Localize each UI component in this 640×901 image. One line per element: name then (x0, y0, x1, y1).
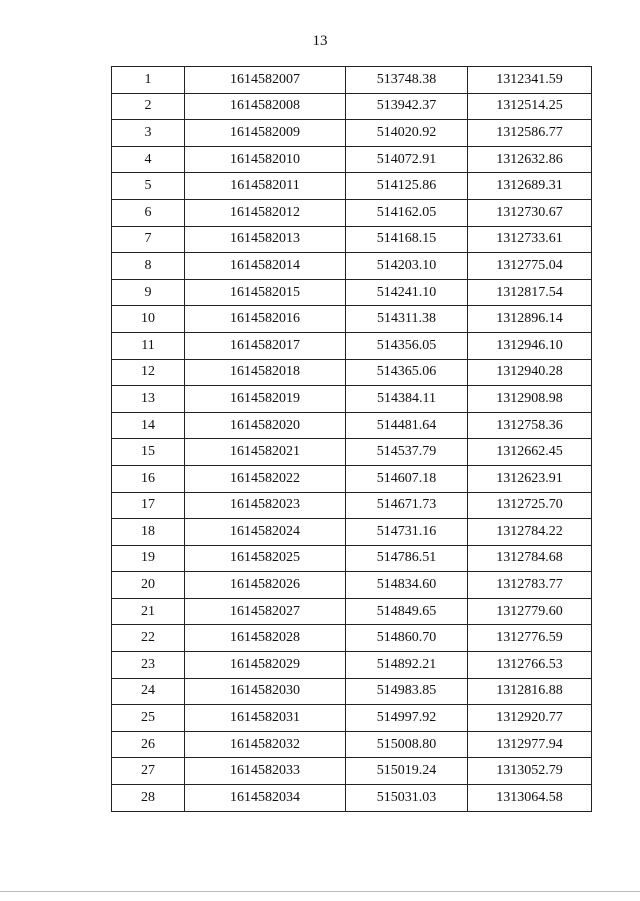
y-coordinate-cell: 1312940.28 (468, 359, 592, 386)
table-row (112, 146, 592, 173)
y-coordinate-cell: 1312758.36 (468, 412, 592, 439)
table-row (112, 253, 592, 280)
y-coordinate-cell: 1312776.59 (468, 625, 592, 652)
row-number-cell: 10 (112, 306, 185, 333)
x-coordinate-cell: 513748.38 (346, 67, 468, 94)
point-id-cell: 1614582007 (185, 67, 346, 94)
y-coordinate-cell: 1312779.60 (468, 598, 592, 625)
row-number-cell: 15 (112, 439, 185, 466)
row-number-cell: 9 (112, 279, 185, 306)
table-row (112, 93, 592, 120)
y-coordinate-cell: 1312733.61 (468, 226, 592, 253)
row-number-cell: 24 (112, 678, 185, 705)
table-row (112, 279, 592, 306)
table-row (112, 226, 592, 253)
table-row (112, 652, 592, 679)
table-row (112, 439, 592, 466)
x-coordinate-cell: 513942.37 (346, 93, 468, 120)
table-row (112, 598, 592, 625)
table-row (112, 731, 592, 758)
x-coordinate-cell: 514983.85 (346, 678, 468, 705)
point-id-cell: 1614582011 (185, 173, 346, 200)
table-row (112, 332, 592, 359)
point-id-cell: 1614582027 (185, 598, 346, 625)
page-number: 13 (312, 33, 328, 49)
point-id-cell: 1614582030 (185, 678, 346, 705)
x-coordinate-cell: 514168.15 (346, 226, 468, 253)
point-id-cell: 1614582019 (185, 386, 346, 413)
table-row (112, 173, 592, 200)
x-coordinate-cell: 514537.79 (346, 439, 468, 466)
y-coordinate-cell: 1312766.53 (468, 652, 592, 679)
y-coordinate-cell: 1313064.58 (468, 785, 592, 812)
x-coordinate-cell: 514849.65 (346, 598, 468, 625)
table-row (112, 465, 592, 492)
x-coordinate-cell: 514892.21 (346, 652, 468, 679)
x-coordinate-cell: 515008.80 (346, 731, 468, 758)
x-coordinate-cell: 514020.92 (346, 120, 468, 147)
table-row (112, 705, 592, 732)
row-number-cell: 14 (112, 412, 185, 439)
y-coordinate-cell: 1312946.10 (468, 332, 592, 359)
point-id-cell: 1614582024 (185, 519, 346, 546)
x-coordinate-cell: 514125.86 (346, 173, 468, 200)
point-id-cell: 1614582009 (185, 120, 346, 147)
table-row (112, 758, 592, 785)
point-id-cell: 1614582031 (185, 705, 346, 732)
row-number-cell: 18 (112, 519, 185, 546)
x-coordinate-cell: 514860.70 (346, 625, 468, 652)
point-id-cell: 1614582014 (185, 253, 346, 280)
table-row (112, 386, 592, 413)
x-coordinate-cell: 515019.24 (346, 758, 468, 785)
y-coordinate-cell: 1312514.25 (468, 93, 592, 120)
y-coordinate-cell: 1312632.86 (468, 146, 592, 173)
x-coordinate-cell: 514786.51 (346, 545, 468, 572)
x-coordinate-cell: 514356.05 (346, 332, 468, 359)
row-number-cell: 2 (112, 93, 185, 120)
footer-divider (0, 891, 640, 892)
x-coordinate-cell: 514607.18 (346, 465, 468, 492)
table-row (112, 492, 592, 519)
x-coordinate-cell: 514834.60 (346, 572, 468, 599)
table-row (112, 412, 592, 439)
y-coordinate-cell: 1313052.79 (468, 758, 592, 785)
y-coordinate-cell: 1312817.54 (468, 279, 592, 306)
point-id-cell: 1614582032 (185, 731, 346, 758)
row-number-cell: 3 (112, 120, 185, 147)
row-number-cell: 4 (112, 146, 185, 173)
point-id-cell: 1614582021 (185, 439, 346, 466)
y-coordinate-cell: 1312662.45 (468, 439, 592, 466)
row-number-cell: 7 (112, 226, 185, 253)
x-coordinate-cell: 514241.10 (346, 279, 468, 306)
row-number-cell: 11 (112, 332, 185, 359)
row-number-cell: 26 (112, 731, 185, 758)
x-coordinate-cell: 514481.64 (346, 412, 468, 439)
point-id-cell: 1614582029 (185, 652, 346, 679)
row-number-cell: 13 (112, 386, 185, 413)
y-coordinate-cell: 1312775.04 (468, 253, 592, 280)
point-id-cell: 1614582028 (185, 625, 346, 652)
x-coordinate-cell: 514311.38 (346, 306, 468, 333)
y-coordinate-cell: 1312586.77 (468, 120, 592, 147)
x-coordinate-cell: 514671.73 (346, 492, 468, 519)
point-id-cell: 1614582016 (185, 306, 346, 333)
point-id-cell: 1614582026 (185, 572, 346, 599)
point-id-cell: 1614582020 (185, 412, 346, 439)
y-coordinate-cell: 1312816.88 (468, 678, 592, 705)
y-coordinate-cell: 1312784.22 (468, 519, 592, 546)
x-coordinate-cell: 514731.16 (346, 519, 468, 546)
row-number-cell: 19 (112, 545, 185, 572)
y-coordinate-cell: 1312784.68 (468, 545, 592, 572)
table-row (112, 306, 592, 333)
x-coordinate-cell: 514365.06 (346, 359, 468, 386)
point-id-cell: 1614582017 (185, 332, 346, 359)
row-number-cell: 23 (112, 652, 185, 679)
table-row (112, 545, 592, 572)
x-coordinate-cell: 514072.91 (346, 146, 468, 173)
table-row (112, 120, 592, 147)
row-number-cell: 8 (112, 253, 185, 280)
y-coordinate-cell: 1312725.70 (468, 492, 592, 519)
x-coordinate-cell: 514384.11 (346, 386, 468, 413)
table-row (112, 625, 592, 652)
x-coordinate-cell: 515031.03 (346, 785, 468, 812)
point-id-cell: 1614582022 (185, 465, 346, 492)
row-number-cell: 27 (112, 758, 185, 785)
point-id-cell: 1614582033 (185, 758, 346, 785)
y-coordinate-cell: 1312896.14 (468, 306, 592, 333)
y-coordinate-cell: 1312908.98 (468, 386, 592, 413)
row-number-cell: 16 (112, 465, 185, 492)
point-id-cell: 1614582018 (185, 359, 346, 386)
row-number-cell: 20 (112, 572, 185, 599)
y-coordinate-cell: 1312623.91 (468, 465, 592, 492)
row-number-cell: 5 (112, 173, 185, 200)
point-id-cell: 1614582013 (185, 226, 346, 253)
point-id-cell: 1614582010 (185, 146, 346, 173)
table-row (112, 785, 592, 812)
row-number-cell: 1 (112, 67, 185, 94)
y-coordinate-cell: 1312341.59 (468, 67, 592, 94)
point-id-cell: 1614582025 (185, 545, 346, 572)
row-number-cell: 12 (112, 359, 185, 386)
x-coordinate-cell: 514162.05 (346, 199, 468, 226)
table-row (112, 678, 592, 705)
x-coordinate-cell: 514203.10 (346, 253, 468, 280)
table-row (112, 199, 592, 226)
point-id-cell: 1614582023 (185, 492, 346, 519)
table-row (112, 359, 592, 386)
coordinates-table (111, 66, 592, 812)
row-number-cell: 22 (112, 625, 185, 652)
row-number-cell: 21 (112, 598, 185, 625)
y-coordinate-cell: 1312920.77 (468, 705, 592, 732)
y-coordinate-cell: 1312783.77 (468, 572, 592, 599)
point-id-cell: 1614582008 (185, 93, 346, 120)
table-row (112, 572, 592, 599)
table-row (112, 519, 592, 546)
table-row (112, 67, 592, 94)
point-id-cell: 1614582034 (185, 785, 346, 812)
coordinates-table-body (112, 67, 592, 812)
row-number-cell: 28 (112, 785, 185, 812)
point-id-cell: 1614582012 (185, 199, 346, 226)
y-coordinate-cell: 1312977.94 (468, 731, 592, 758)
y-coordinate-cell: 1312689.31 (468, 173, 592, 200)
row-number-cell: 25 (112, 705, 185, 732)
x-coordinate-cell: 514997.92 (346, 705, 468, 732)
y-coordinate-cell: 1312730.67 (468, 199, 592, 226)
row-number-cell: 6 (112, 199, 185, 226)
point-id-cell: 1614582015 (185, 279, 346, 306)
row-number-cell: 17 (112, 492, 185, 519)
